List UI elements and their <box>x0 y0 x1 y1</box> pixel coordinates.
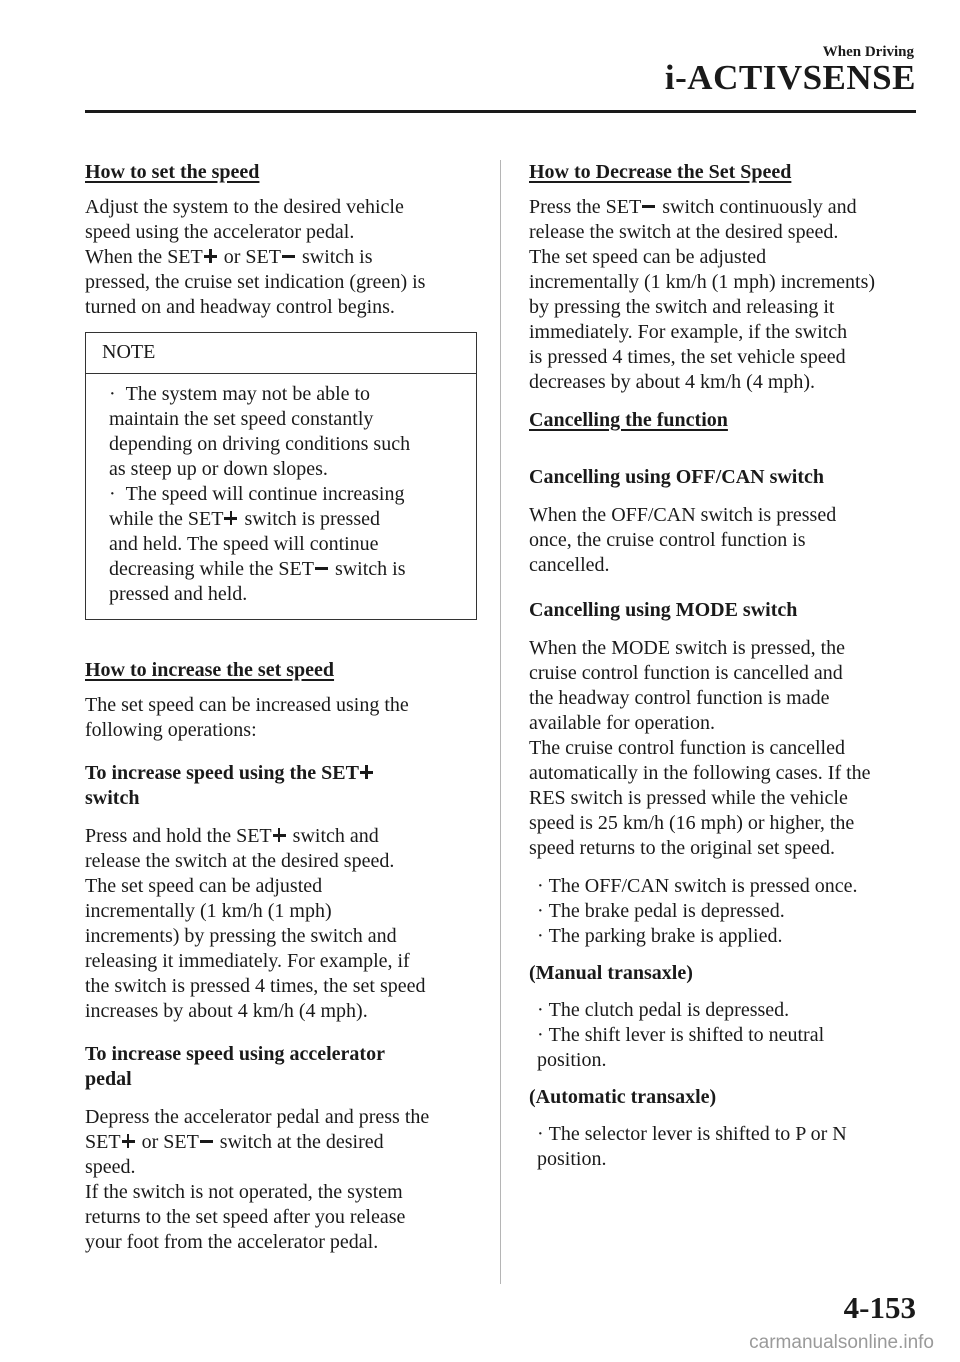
text-line <box>537 1023 921 1048</box>
note-box <box>85 332 477 620</box>
text-line: maintain the set speed constantly <box>109 408 374 430</box>
text-line <box>109 507 468 532</box>
text-span: The brake pedal is depressed. <box>548 900 785 922</box>
text-line: position. <box>537 1148 607 1170</box>
text-span: or SET <box>136 1131 199 1153</box>
text-line: release the switch at the desired speed. <box>85 850 395 872</box>
bullet-dot: · <box>537 1123 549 1145</box>
header-section: When Driving <box>822 44 914 60</box>
text-span: The clutch pedal is depressed. <box>548 999 790 1021</box>
plus-icon <box>224 511 237 525</box>
right-column <box>529 160 921 1172</box>
header-rule <box>85 110 916 113</box>
text-span: pedal <box>85 1068 132 1090</box>
text-line: available for operation. <box>529 712 716 734</box>
automatic-transaxle-list <box>529 1122 921 1172</box>
automatic-transaxle-subheading: (Automatic transaxle) <box>529 1086 717 1108</box>
text-line: increments) by pressing the switch and <box>85 925 397 947</box>
text-span: switch and <box>287 825 379 847</box>
text-span: switch <box>85 787 140 809</box>
list-item <box>529 1023 921 1073</box>
list-item <box>529 924 921 949</box>
text-line <box>85 824 477 849</box>
text-line <box>85 1130 477 1155</box>
cancel-offcan-subheading: Cancelling using OFF/CAN switch <box>529 466 825 488</box>
list-item <box>529 874 921 899</box>
text-span: To increase speed using the SET <box>85 762 359 784</box>
list-item <box>529 998 921 1023</box>
text-span: To increase speed using accelerator <box>85 1043 385 1065</box>
text-span: SET <box>85 1131 121 1153</box>
text-span: while the SET <box>109 508 224 530</box>
text-span: or SET <box>218 246 281 268</box>
text-line: is pressed 4 times, the set vehicle speed <box>529 346 846 368</box>
note-body <box>86 374 476 619</box>
text-span: When the SET <box>85 246 203 268</box>
text-line: RES switch is pressed while the vehicle <box>529 787 848 809</box>
increase-accelerator-subheading <box>85 1042 477 1092</box>
bullet-dot: · <box>109 483 126 505</box>
minus-icon <box>282 249 295 263</box>
text-line: the switch is pressed 4 times, the set speed <box>85 975 426 997</box>
text-line: The set speed can be increased using the <box>85 694 409 716</box>
bullet-dot: · <box>109 383 126 405</box>
text-line: speed returns to the original set speed. <box>529 837 836 859</box>
text-span: Press the SET <box>529 196 642 218</box>
increase-accelerator-paragraph <box>85 1105 477 1255</box>
text-line: speed is 25 km/h (16 mph) or higher, the <box>529 812 855 834</box>
text-line: cruise control function is cancelled and <box>529 662 843 684</box>
decrease-paragraph <box>529 195 921 395</box>
text-line <box>85 245 477 270</box>
text-span: switch is <box>329 558 406 580</box>
text-line: position. <box>537 1049 607 1071</box>
page-number: 4-153 <box>843 1290 916 1325</box>
increase-speed-heading: How to increase the set speed <box>85 659 335 681</box>
text-span: switch at the desired <box>214 1131 384 1153</box>
text-line: incrementally (1 km/h (1 mph) increments) <box>529 271 876 293</box>
text-line <box>109 557 468 582</box>
text-line: If the switch is not operated, the system <box>85 1181 403 1203</box>
increase-set-plus-subheading <box>85 761 477 811</box>
cancelling-heading: Cancelling the function <box>529 409 728 431</box>
text-line: and held. The speed will continue <box>109 533 379 555</box>
text-line: following operations: <box>85 719 257 741</box>
text-span: switch is pressed <box>239 508 380 530</box>
decrease-speed-heading: How to Decrease the Set Speed <box>529 161 792 183</box>
text-line: the headway control function is made <box>529 687 830 709</box>
plus-icon <box>360 765 373 779</box>
text-line: release the switch at the desired speed. <box>529 221 839 243</box>
text-line: returns to the set speed after you release <box>85 1206 406 1228</box>
text-line: your foot from the accelerator pedal. <box>85 1231 379 1253</box>
text-span: switch is <box>296 246 373 268</box>
plus-icon <box>204 249 217 263</box>
text-line: pressed and held. <box>109 583 248 605</box>
text-span: The speed will continue increasing <box>125 483 405 505</box>
text-span: The selector lever is shifted to P or N <box>548 1123 847 1145</box>
text-line: speed. <box>85 1156 136 1178</box>
text-span: Press and hold the SET <box>85 825 272 847</box>
text-line: incrementally (1 km/h (1 mph) <box>85 900 332 922</box>
bullet-dot: · <box>537 875 549 897</box>
text-line: increases by about 4 km/h (4 mph). <box>85 1000 368 1022</box>
cancel-conditions-list <box>529 874 921 949</box>
text-line: pressed, the cruise set indication (green) is <box>85 271 426 293</box>
set-speed-paragraph <box>85 195 477 320</box>
increase-intro <box>85 693 477 743</box>
text-line: cancelled. <box>529 554 610 576</box>
bullet-dot: · <box>537 925 549 947</box>
text-span: The OFF/CAN switch is pressed once. <box>548 875 858 897</box>
manual-transaxle-list <box>529 998 921 1073</box>
set-speed-heading: How to set the speed <box>85 161 260 183</box>
bullet-dot: · <box>537 999 549 1021</box>
text-span: The system may not be able to <box>125 383 371 405</box>
manual-transaxle-subheading: (Manual transaxle) <box>529 962 693 984</box>
cancel-offcan-paragraph <box>529 503 921 578</box>
text-line: automatically in the following cases. If the <box>529 762 871 784</box>
text-line <box>109 382 468 407</box>
column-divider <box>500 160 501 1284</box>
text-line <box>529 195 921 220</box>
text-span: The shift lever is shifted to neutral <box>548 1024 825 1046</box>
note-title: NOTE <box>86 333 476 374</box>
text-line: once, the cruise control function is <box>529 529 806 551</box>
plus-icon <box>273 828 286 842</box>
text-line: as steep up or down slopes. <box>109 458 328 480</box>
header-chapter-title: i-ACTIVSENSE <box>664 58 916 97</box>
text-line: Adjust the system to the desired vehicle <box>85 196 404 218</box>
list-item <box>529 1122 921 1172</box>
bullet-dot: · <box>537 1024 549 1046</box>
text-line: When the OFF/CAN switch is pressed <box>529 504 837 526</box>
text-span: switch continuously and <box>657 196 857 218</box>
list-item <box>529 899 921 924</box>
text-line: Depress the accelerator pedal and press the <box>85 1106 430 1128</box>
cancel-mode-subheading: Cancelling using MODE switch <box>529 599 798 621</box>
minus-icon <box>200 1134 213 1148</box>
text-line: When the MODE switch is pressed, the <box>529 637 846 659</box>
text-line: The set speed can be adjusted <box>85 875 323 897</box>
footer-watermark[interactable]: carmanualsonline.info <box>749 1332 934 1353</box>
increase-set-plus-paragraph <box>85 824 477 1024</box>
text-line: by pressing the switch and releasing it <box>529 296 835 318</box>
text-span: The parking brake is applied. <box>548 925 783 947</box>
text-line: The set speed can be adjusted <box>529 246 767 268</box>
text-line: decreases by about 4 km/h (4 mph). <box>529 371 816 393</box>
text-line: speed using the accelerator pedal. <box>85 221 355 243</box>
text-line: turned on and headway control begins. <box>85 296 395 318</box>
text-line: releasing it immediately. For example, if <box>85 950 410 972</box>
plus-icon <box>122 1134 135 1148</box>
note-bullet <box>102 382 468 482</box>
text-span: decreasing while the SET <box>109 558 314 580</box>
cancel-mode-paragraph <box>529 636 921 861</box>
text-line: depending on driving conditions such <box>109 433 411 455</box>
text-line <box>537 1122 921 1147</box>
text-line: immediately. For example, if the switch <box>529 321 848 343</box>
text-line: The cruise control function is cancelled <box>529 737 845 759</box>
bullet-dot: · <box>537 900 549 922</box>
left-column <box>85 160 477 1255</box>
note-bullet <box>102 482 468 607</box>
text-line <box>109 482 468 507</box>
minus-icon <box>315 561 328 575</box>
minus-icon <box>642 199 655 213</box>
